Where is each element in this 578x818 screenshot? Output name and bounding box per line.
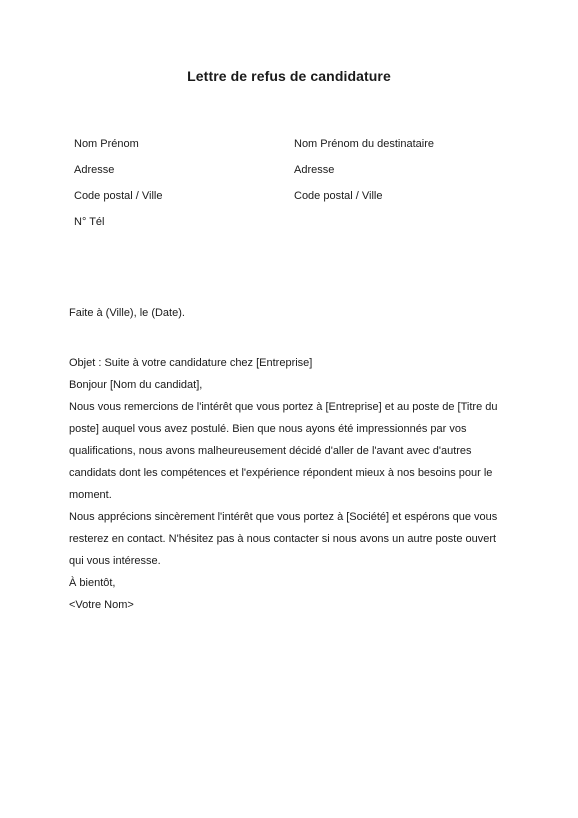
document-title: Lettre de refus de candidature <box>187 68 391 84</box>
sender-phone: N° Tél <box>74 216 105 228</box>
sender-address-block <box>74 136 162 240</box>
signature: <Votre Nom> <box>69 599 134 611</box>
sender-postal-city: Code postal / Ville <box>74 190 163 202</box>
paragraph-1: Nous vous remercions de l'intérêt que vous portez à [Entreprise] et au poste de [Titre du poste] auquel vous avez postulé. Bien que nous ayons été impressionnés par vos qualifications, nous avons malheureusement décidé d'aller de l'avant avec d'autres candidats dont les compétences et l'expérience répondent mieux à nos besoins pour le moment. <box>69 401 498 501</box>
subject-line: Objet : Suite à votre candidature chez [Entreprise] <box>69 357 313 369</box>
date-line: Faite à (Ville), le (Date). <box>69 307 185 319</box>
paragraph-2: Nous apprécions sincèrement l'intérêt que vous portez à [Société] et espérons que vous resterez en contact. N'hésitez pas à nous contacter si nous avons un autre poste ouvert qui vous intéresse. <box>69 511 498 567</box>
recipient-name: Nom Prénom du destinataire <box>294 138 435 150</box>
closing: À bientôt, <box>69 577 116 589</box>
recipient-postal-city: Code postal / Ville <box>294 190 383 202</box>
sender-name: Nom Prénom <box>74 138 139 150</box>
recipient-address: Adresse <box>294 164 335 176</box>
letter-body <box>69 352 509 616</box>
sender-address: Adresse <box>74 164 115 176</box>
recipient-address-block <box>294 136 434 214</box>
greeting: Bonjour [Nom du candidat], <box>69 379 203 391</box>
